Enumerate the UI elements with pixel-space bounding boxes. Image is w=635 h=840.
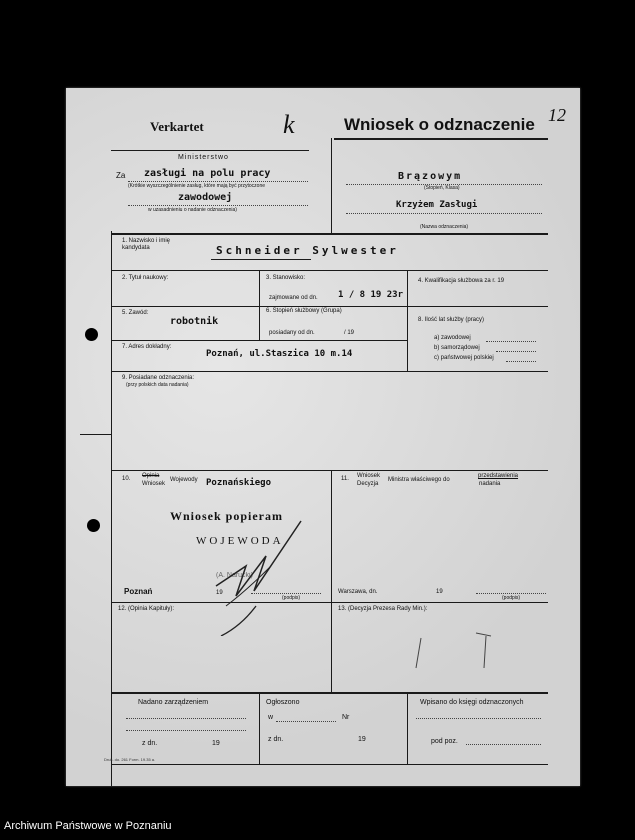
field-1-underline [211, 259, 311, 260]
handwritten-mark: k [283, 110, 295, 139]
field-8-c-rule [506, 361, 536, 362]
field-4-label: 4. Kwalifikacja służbowa za r. 19 [418, 278, 505, 284]
row10-line [111, 470, 548, 471]
announced-rule [276, 721, 336, 722]
merit-line-1-note: (Krótkie wyszczególnienie zasług, które mają być przytoczone [128, 183, 266, 189]
field-11-opt4: nadania [479, 481, 501, 487]
awarded-rule-2 [126, 730, 246, 731]
register-rule [416, 718, 541, 719]
field-10-opt2: Wniosek [142, 481, 166, 487]
field-11-signature: (podpis) [502, 595, 521, 601]
field-1-label: 1. Nazwisko i imię kandydata [122, 238, 171, 252]
field-13-label: 13. (Decyzja Prezesa Rady Min.): [338, 606, 428, 612]
row4-line [111, 340, 407, 341]
field-11-sign-rule [476, 593, 546, 594]
field-10-label: Wojewody [170, 477, 198, 483]
document-sheet [66, 88, 580, 786]
margin-mark [80, 434, 111, 435]
field-6-date: / 19 [344, 330, 355, 336]
stamp-line-3: (A. Narucki) [216, 572, 253, 579]
merit-line-2-rule [128, 205, 308, 206]
title-underline [334, 138, 548, 140]
bottom-top-line [111, 692, 548, 694]
for-prefix: Za [116, 171, 126, 180]
field-12-label: 12. (Opinia Kapituły): [118, 606, 175, 612]
announced-date: z dn. [268, 736, 284, 743]
field-3-sub: zajmowane od dn. [269, 295, 318, 301]
field-10-place: Poznań [124, 587, 153, 596]
pencil-marks [406, 628, 506, 678]
handwritten-signature [206, 516, 316, 636]
bottom-end-line [111, 764, 548, 765]
announced-label: Ogłoszono [266, 699, 300, 706]
row12-line [111, 602, 548, 603]
grade-value: Brązowym [398, 171, 463, 182]
register-label: Wpisano do księgi odznaczonych [420, 699, 524, 706]
field-11-opt3: przedstawienia [478, 473, 519, 479]
decoration-value: Krzyżem Zasługi [396, 200, 478, 210]
field-10-signature: (podpis) [282, 595, 301, 601]
register-pos: pod poz. [431, 738, 458, 745]
header-bottom-line [111, 233, 548, 235]
field-5-label: 5. Zawód: [122, 310, 149, 316]
awarded-label: Nadano zarządzeniem [138, 699, 209, 706]
bottom-col2-divider [407, 692, 408, 764]
decoration-label: (Nazwa odznaczenia) [420, 224, 469, 230]
field-5-value: robotnik [170, 316, 219, 327]
register-pos-rule [466, 744, 541, 745]
print-note: Druk. do. 261 Form. 19.35 a. [104, 757, 156, 762]
field-11-label: Ministra właściwego do [388, 477, 450, 483]
page-number: 12 [548, 105, 566, 125]
field-10-opt1: Opinia [142, 473, 160, 479]
grade-label: (Stopień, Klasa) [424, 185, 460, 191]
field-11-num: 11. [341, 476, 349, 482]
announced-year: 19 [358, 736, 366, 743]
col-4-divider [407, 270, 408, 371]
col-11-divider [331, 470, 332, 692]
announced-nr: Nr [342, 714, 350, 721]
field-7-label: 7. Adres dokładny: [122, 344, 172, 350]
row5-line [111, 371, 548, 372]
field-8-b-rule [496, 351, 536, 352]
field-6-label: 6. Stopień służbowy (Grupa) [266, 308, 342, 314]
merit-line-1: zasługi na polu pracy [144, 168, 271, 179]
binder-hole-top [85, 328, 98, 341]
field-10-num: 10. [122, 476, 131, 482]
merit-line-1-rule [128, 181, 308, 182]
field-8-a: a) zawodowej [434, 335, 471, 341]
bottom-col1-divider [259, 692, 260, 764]
row2-line [111, 270, 548, 271]
ministry-label: Ministerstwo [178, 154, 229, 161]
field-9-note: (przy polskich data nadania) [126, 382, 189, 388]
field-10-date: 19 [216, 590, 223, 596]
field-11-opt2: Decyzja [357, 481, 379, 487]
field-3-label: 3. Stanowisko: [266, 275, 306, 281]
field-6-sub: posiadany od dn. [269, 330, 315, 336]
field-1-value: Schneider Sylwester [216, 244, 399, 257]
stamp-line-1: Wniosek popieram [170, 509, 284, 523]
field-7-value: Poznań, ul.Staszica 10 m.14 [206, 349, 353, 359]
form-title: Wniosek o odznaczenie [344, 115, 535, 134]
binder-hole-bottom [87, 519, 100, 532]
field-10-value: Poznańskiego [206, 478, 272, 488]
field-2-label: 2. Tytuł naukowy: [122, 275, 169, 281]
verkartet-stamp: Verkartet [150, 119, 204, 134]
awarded-rule-1 [126, 718, 246, 719]
decoration-rule [346, 213, 542, 214]
merit-line-2: zawodowej [178, 192, 233, 203]
col-3-divider [259, 270, 260, 340]
field-3-date: 1 / 8 19 23r [338, 290, 404, 300]
field-8-c: c) państwowej polskiej [434, 355, 494, 361]
announced-in: w [268, 714, 274, 721]
merit-line-2-note: w uzasadnieniu o nadanie odznaczenia) [148, 207, 237, 213]
field-11-date: 19 [436, 589, 443, 595]
field-9-label: 9. Posiadane odznaczenia: [122, 375, 195, 381]
awarded-date: z dn. [142, 740, 158, 747]
form-left-border [111, 231, 112, 786]
header-divider [331, 138, 332, 233]
field-8-a-rule [486, 341, 536, 342]
field-11-opt1: Wniosek [357, 473, 381, 479]
stamp-line-2: WOJEWODA [196, 535, 284, 547]
awarded-year: 19 [212, 740, 220, 747]
field-8-label: 8. Ilość lat służby (pracy) [418, 317, 485, 323]
field-8-b: b) samorządowej [434, 345, 480, 351]
row3-line [111, 306, 548, 307]
archive-footer: Archiwum Państwowe w Poznaniu [4, 820, 172, 832]
field-11-place: Warszawa, dn. [338, 589, 378, 595]
ministry-rule [111, 150, 309, 151]
